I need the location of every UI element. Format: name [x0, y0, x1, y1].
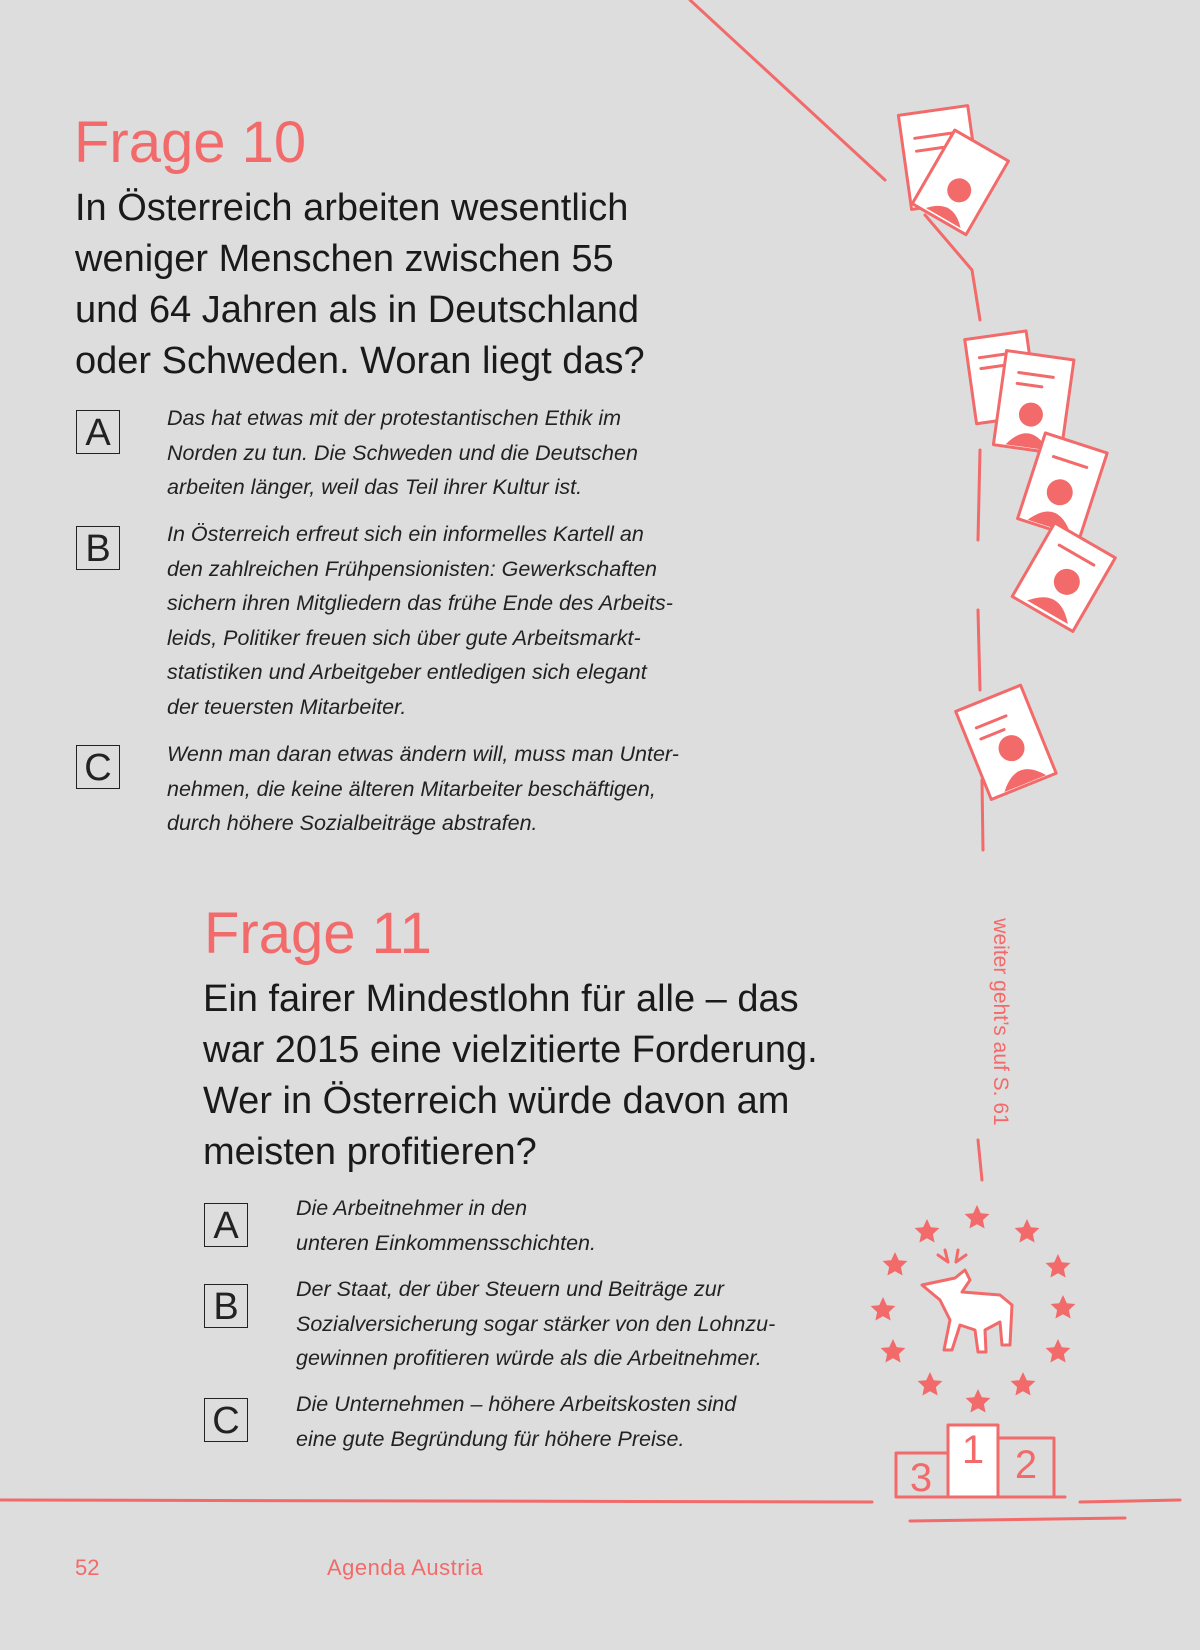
- option-line: nehmen, die keine älteren Mitarbeiter beschäftigen,: [167, 776, 656, 801]
- question-line: oder Schweden. Woran liegt das?: [75, 340, 645, 382]
- option-line: Wenn man daran etwas ändern will, muss man Unter-: [167, 742, 679, 766]
- option-line: arbeiten länger, weil das Teil ihrer Kultur ist.: [167, 475, 583, 499]
- option-line: sichern ihren Mitgliedern das frühe Ende des Arbeits-: [167, 591, 673, 615]
- question-line: Ein fairer Mindestlohn für alle – das: [203, 978, 799, 1020]
- option-a-text: [296, 1191, 596, 1260]
- document-stack-icon: [1012, 523, 1115, 632]
- baseline: [1080, 1500, 1180, 1502]
- option-a-box[interactable]: A: [204, 1203, 248, 1247]
- option-b-box[interactable]: B: [204, 1284, 248, 1328]
- question-line: und 64 Jahren als in Deutschland: [75, 289, 640, 331]
- continue-note: weiter geht’s auf S. 61: [989, 918, 1012, 1126]
- option-line: unteren Einkommensschichten.: [296, 1230, 596, 1255]
- podium-number-second: 2: [1014, 1443, 1038, 1487]
- diagonal-line: [690, 0, 885, 180]
- vertical-line: [978, 450, 983, 1180]
- option-line: Die Unternehmen – höhere Arbeitskosten sind: [296, 1392, 737, 1416]
- option-line: gewinnen profitieren würde als die Arbeitnehmer.: [296, 1346, 762, 1370]
- question-line: Wer in Österreich würde davon am: [203, 1080, 790, 1122]
- option-line: statistiken und Arbeitgeber entledigen sich elegant: [167, 660, 647, 684]
- option-a-box[interactable]: A: [76, 410, 120, 454]
- publisher-name: Agenda Austria: [327, 1555, 484, 1580]
- option-c-box[interactable]: C: [76, 745, 120, 789]
- option-line: den zahlreichen Frühpensionisten: Gewerkschaften: [167, 556, 658, 581]
- question-line: weniger Menschen zwischen 55: [75, 238, 614, 280]
- page-number: 52: [75, 1555, 100, 1580]
- baseline: [910, 1518, 1125, 1521]
- podium-number-third: 3: [909, 1456, 933, 1500]
- option-b-box[interactable]: B: [76, 526, 120, 570]
- question-line: war 2015 eine vielzitierte Forderung.: [203, 1029, 818, 1071]
- question-title: Frage 10: [74, 110, 307, 175]
- option-line: In Österreich erfreut sich ein informelles Kartell an: [167, 522, 644, 546]
- option-line: leids, Politiker freuen sich über gute Arbeitsmarkt-: [167, 625, 641, 650]
- option-c-box[interactable]: C: [204, 1398, 248, 1442]
- baseline: [0, 1500, 872, 1502]
- question-title: Frage 11: [204, 901, 432, 966]
- question-text: [75, 183, 645, 387]
- deer-icon: [922, 1250, 1012, 1352]
- vertical-line: [925, 215, 980, 320]
- document-stack-icon: [956, 685, 1056, 799]
- option-b-text: [167, 517, 673, 724]
- question-text: [203, 974, 818, 1178]
- option-line: der teuersten Mitarbeiter.: [167, 694, 407, 719]
- option-c-text: [296, 1387, 736, 1456]
- option-line: durch höhere Sozialbeiträge abstrafen.: [167, 811, 538, 835]
- option-line: Der Staat, der über Steuern und Beiträge zur: [296, 1277, 724, 1301]
- question-line: In Österreich arbeiten wesentlich: [75, 187, 629, 229]
- option-a-text: [167, 401, 638, 505]
- option-line: Norden zu tun. Die Schweden und die Deutschen: [167, 440, 638, 465]
- option-line: Das hat etwas mit der protestantischen Ethik im: [167, 406, 622, 430]
- option-c-text: [167, 737, 679, 841]
- document-stack-icon: [898, 106, 1008, 235]
- option-line: Die Arbeitnehmer in den: [296, 1196, 528, 1220]
- podium-number-first: 1: [961, 1428, 985, 1472]
- question-line: meisten profitieren?: [203, 1131, 537, 1173]
- option-line: eine gute Begründung für höhere Preise.: [296, 1426, 685, 1451]
- option-b-text: [296, 1272, 775, 1376]
- option-line: Sozialversicherung sogar stärker von den Lohnzu-: [296, 1311, 776, 1336]
